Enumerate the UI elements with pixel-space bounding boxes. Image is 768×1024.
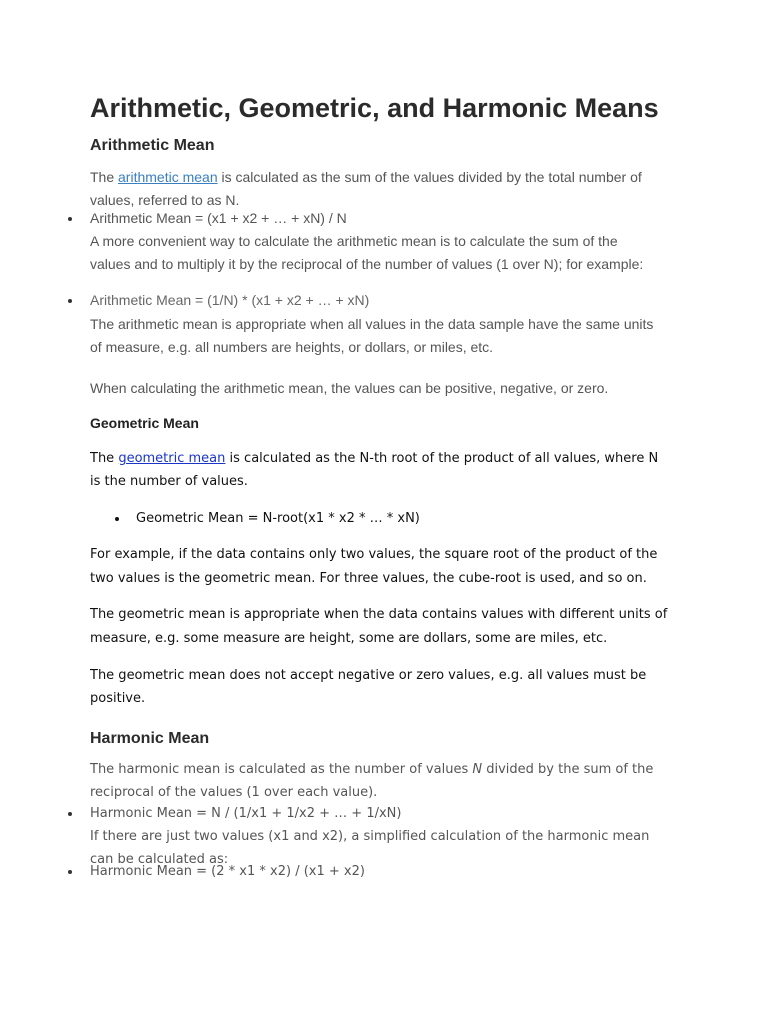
arithmetic-intro-line2: values, referred to as N. <box>90 192 240 208</box>
harmonic-para2-line2: can be calculated as: <box>90 852 229 867</box>
geometric-mean-link[interactable]: geometric mean <box>118 451 226 466</box>
geometric-para2-line2: two values is the geometric mean. For three values, the cube-root is used, and so on. <box>90 571 647 586</box>
geometric-mean-heading: Geometric Mean <box>90 415 199 431</box>
harmonic-intro-prefix: The harmonic mean is calculated as the number of values <box>90 762 473 777</box>
bullet-icon <box>68 217 72 221</box>
geometric-intro-line1 <box>90 447 658 471</box>
harmonic-para2-line1: If there are just two values (x1 and x2), a simplified calculation of the harmonic mean <box>90 829 650 844</box>
geometric-para3-line2: measure, e.g. some measure are height, some are dollars, some are miles, etc. <box>90 631 608 646</box>
geometric-para4-line1: The geometric mean does not accept negative or zero values, e.g. all values must be <box>90 668 647 683</box>
bullet-icon <box>68 812 72 816</box>
harmonic-mean-heading: Harmonic Mean <box>90 730 210 747</box>
geometric-intro-line2: is the number of values. <box>90 474 248 489</box>
geometric-intro-prefix: The <box>90 451 119 466</box>
geometric-para2-line1: For example, if the data contains only two values, the square root of the product of the <box>90 547 658 562</box>
bullet-icon <box>115 517 119 521</box>
arithmetic-intro-prefix: The <box>90 169 119 185</box>
geometric-para4-line2: positive. <box>90 691 146 706</box>
arithmetic-mean-heading: Arithmetic Mean <box>90 137 215 154</box>
arithmetic-para3-line1: The arithmetic mean is appropriate when all values in the data sample have the same units <box>90 316 654 332</box>
bullet-icon <box>68 870 72 874</box>
page-title: Arithmetic, Geometric, and Harmonic Means <box>90 93 659 123</box>
arithmetic-para2-line2: values and to multiply it by the reciprocal of the number of values (1 over N); for example: <box>90 256 644 272</box>
bullet-icon <box>68 299 72 303</box>
harmonic-intro-line1 <box>90 758 653 781</box>
arithmetic-intro-text: is calculated as the sum of the values divided by the total number of <box>217 169 642 185</box>
geometric-intro-text: is calculated as the N-th root of the product of all values, where N <box>225 451 659 466</box>
harmonic-formula-2: Harmonic Mean = (2 * x1 * x2) / (x1 + x2) <box>90 864 365 879</box>
harmonic-intro-text: divided by the sum of the <box>482 762 654 777</box>
arithmetic-mean-link[interactable]: arithmetic mean <box>118 169 218 185</box>
arithmetic-intro-line1 <box>90 166 642 189</box>
harmonic-intro-n: N <box>472 762 483 777</box>
harmonic-formula-1: Harmonic Mean = N / (1/x1 + 1/x2 + … + 1/xN) <box>90 806 402 821</box>
harmonic-intro-line2: reciprocal of the values (1 over each value). <box>90 785 378 800</box>
arithmetic-para3-line2: of measure, e.g. all numbers are heights, or dollars, or miles, etc. <box>90 339 494 355</box>
arithmetic-formula-2: Arithmetic Mean = (1/N) * (x1 + x2 + … + xN) <box>90 292 370 308</box>
geometric-formula: Geometric Mean = N-root(x1 * x2 * … * xN) <box>136 511 420 526</box>
geometric-para3-line1: The geometric mean is appropriate when the data contains values with different units of <box>90 607 668 622</box>
arithmetic-para4: When calculating the arithmetic mean, the values can be positive, negative, or zero. <box>90 380 609 396</box>
arithmetic-para2-line1: A more convenient way to calculate the arithmetic mean is to calculate the sum of the <box>90 233 618 249</box>
arithmetic-formula-1: Arithmetic Mean = (x1 + x2 + … + xN) / N <box>90 210 347 226</box>
